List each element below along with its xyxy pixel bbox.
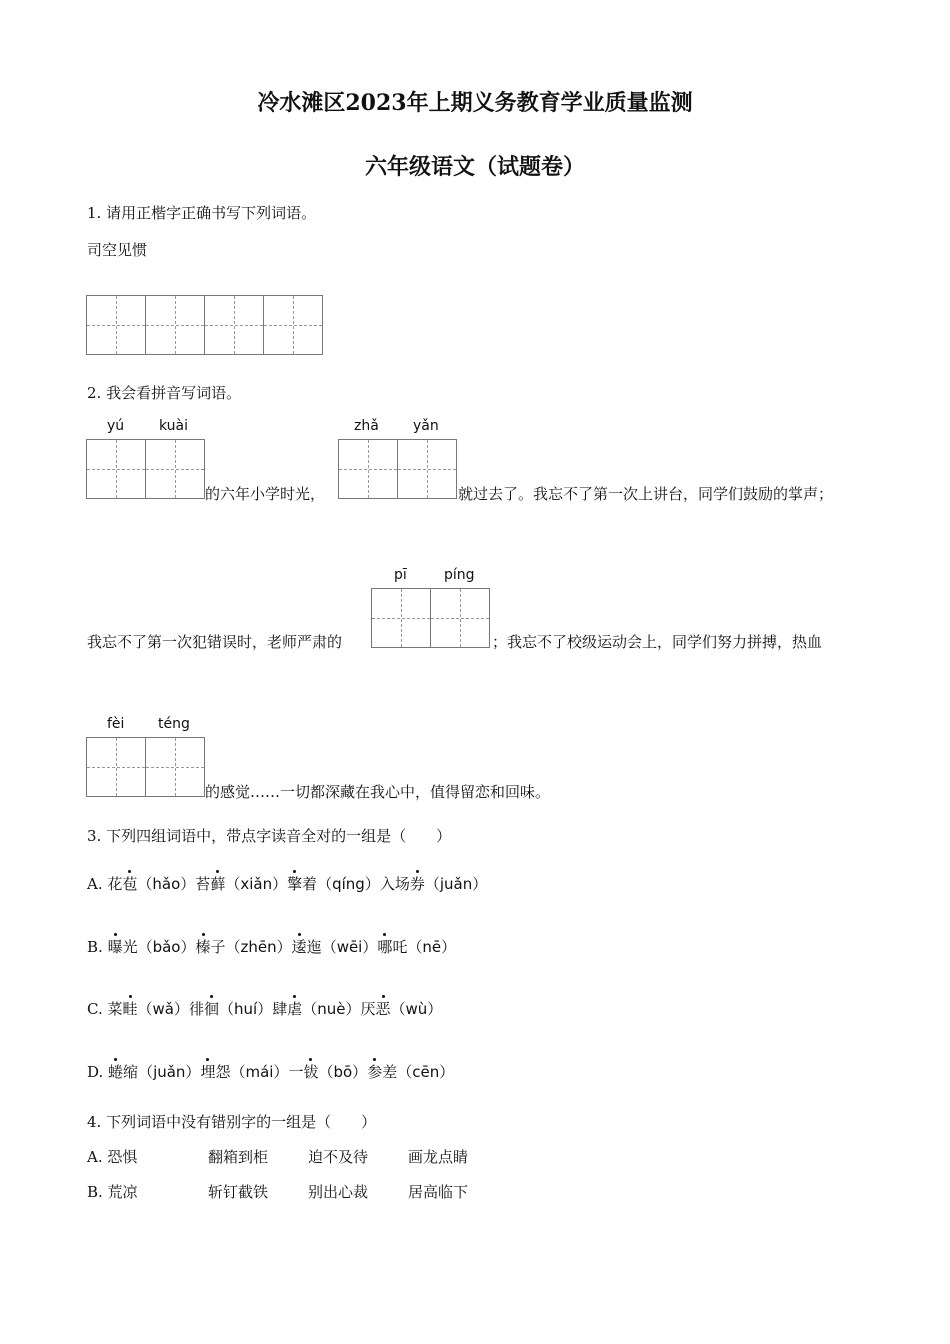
word-text: 着: [302, 875, 318, 893]
page-subtitle: 六年级语文（试题卷）: [364, 154, 585, 180]
dotted-char: 逶: [291, 938, 307, 956]
pinyin-fei-teng: [86, 716, 206, 736]
question-1-word: 司空见惯: [87, 241, 148, 259]
pinyin-text: （wēi）: [321, 938, 378, 956]
writing-cell[interactable]: [372, 589, 431, 647]
pinyin-text: （mái）: [230, 1063, 289, 1081]
option-text: 斩钉截铁: [208, 1183, 269, 1201]
dotted-char: 券: [409, 875, 425, 893]
word-text: 子: [210, 938, 226, 956]
pinyin-label: yú: [107, 418, 125, 434]
option-text: 迫不及待: [308, 1148, 369, 1166]
sentence-part: 我忘不了第一次犯错误时，老师严肃的: [87, 633, 343, 651]
dotted-char: 藓: [210, 875, 226, 893]
option-text: 翻箱到柜: [208, 1148, 269, 1166]
pinyin-yu-kuai: [86, 418, 206, 438]
q4-option-a[interactable]: [0, 1147, 950, 1167]
writing-cell[interactable]: [87, 440, 146, 498]
option-a[interactable]: [87, 874, 487, 894]
pinyin-label: kuài: [159, 418, 189, 434]
option-text: 画龙点睛: [408, 1148, 469, 1166]
pinyin-label: téng: [158, 716, 190, 732]
word-text: 苔: [195, 875, 211, 893]
pinyin-text: （zhēn）: [225, 938, 292, 956]
word-text: 迤: [306, 938, 322, 956]
word-text: 光: [122, 938, 138, 956]
pinyin-text: （bǎo）: [137, 938, 196, 956]
option-label: B.: [87, 938, 108, 956]
pinyin-text: （huí）: [219, 1000, 273, 1018]
dotted-char: 哪: [377, 938, 393, 956]
word-text: 入场: [379, 875, 410, 893]
pinyin-text: （cēn）: [397, 1063, 455, 1081]
writing-cell[interactable]: [398, 440, 457, 498]
option-c[interactable]: [87, 999, 442, 1019]
pinyin-pi-ping: [371, 567, 491, 587]
word-text: 差: [382, 1063, 398, 1081]
writing-cell[interactable]: [431, 589, 490, 647]
dotted-char: 曝: [107, 938, 123, 956]
option-label: A.: [87, 875, 108, 893]
sentence-part: 的六年小学时光，: [205, 485, 326, 503]
pinyin-zha-yan: [338, 418, 458, 438]
question-4-prompt: 4. 下列词语中没有错别字的一组是（ ）: [87, 1113, 377, 1131]
word-text: 肆: [272, 1000, 288, 1018]
word-text: 缩: [123, 1063, 139, 1081]
dotted-char: 恶: [375, 1000, 391, 1018]
writing-grid-yukuai[interactable]: [86, 439, 205, 499]
dotted-char: 擎: [287, 875, 303, 893]
dotted-char: 参: [367, 1063, 383, 1081]
writing-cell[interactable]: [146, 440, 205, 498]
option-b[interactable]: [87, 937, 456, 957]
dotted-char: 榛: [195, 938, 211, 956]
writing-cell[interactable]: [87, 738, 146, 796]
dotted-char: 蜷: [108, 1063, 124, 1081]
writing-cell[interactable]: [205, 296, 264, 354]
pinyin-label: yǎn: [413, 418, 439, 434]
pinyin-text: （nē）: [407, 938, 457, 956]
dotted-char: 钹: [303, 1063, 319, 1081]
writing-cell[interactable]: [87, 296, 146, 354]
question-3-prompt: 3. 下列四组词语中，带点字读音全对的一组是（ ）: [87, 827, 452, 845]
writing-grid-feiteng[interactable]: [86, 737, 205, 797]
pinyin-text: （xiǎn）: [225, 875, 288, 893]
sentence-part: 的感觉……一切都深藏在我心中，值得留恋和回味。: [205, 783, 551, 801]
option-text: 别出心裁: [308, 1183, 369, 1201]
dotted-char: 苞: [122, 875, 138, 893]
q4-option-b[interactable]: [0, 1182, 950, 1202]
word-text: 吒: [392, 938, 408, 956]
sentence-part: ；我忘不了校级运动会上，同学们努力拼搏，热血: [492, 633, 823, 651]
pinyin-text: （qíng）: [317, 875, 380, 893]
writing-cell[interactable]: [146, 296, 205, 354]
pinyin-text: （juǎn）: [138, 1063, 201, 1081]
word-text: 怨: [215, 1063, 231, 1081]
option-text: B. 荒凉: [87, 1183, 138, 1201]
question-2-prompt: 2. 我会看拼音写词语。: [87, 384, 242, 402]
writing-grid-q1[interactable]: [86, 295, 323, 355]
pinyin-text: （juǎn）: [424, 875, 488, 893]
pinyin-label: pī: [394, 567, 407, 583]
option-label: C.: [87, 1000, 108, 1018]
pinyin-text: （bō）: [318, 1063, 368, 1081]
pinyin-text: （nuè）: [302, 1000, 361, 1018]
option-label: D.: [87, 1063, 109, 1081]
sentence-part: 就过去了。我忘不了第一次上讲台，同学们鼓励的掌声；: [458, 485, 834, 503]
dotted-char: 畦: [122, 1000, 138, 1018]
dotted-char: 徊: [204, 1000, 220, 1018]
pinyin-text: （hǎo）: [137, 875, 196, 893]
writing-grid-zhayan[interactable]: [338, 439, 457, 499]
dotted-char: 埋: [200, 1063, 216, 1081]
pinyin-text: （wǎ）: [137, 1000, 189, 1018]
word-text: 徘: [188, 1000, 204, 1018]
option-d[interactable]: [87, 1062, 454, 1082]
writing-cell[interactable]: [146, 738, 205, 796]
question-1-prompt: 1. 请用正楷字正确书写下列词语。: [87, 204, 317, 222]
option-text: A. 恐惧: [87, 1148, 138, 1166]
pinyin-label: fèi: [107, 716, 125, 732]
word-text: 厌: [360, 1000, 376, 1018]
writing-cell[interactable]: [339, 440, 398, 498]
dotted-char: 虐: [287, 1000, 303, 1018]
pinyin-text: （wù）: [390, 1000, 443, 1018]
pinyin-label: píng: [444, 567, 475, 583]
word-text: 菜: [107, 1000, 123, 1018]
word-text: 一: [288, 1063, 304, 1081]
page-title: 冷水滩区2023年上期义务教育学业质量监测: [257, 90, 693, 116]
writing-cell[interactable]: [264, 296, 323, 354]
option-text: 居高临下: [408, 1183, 469, 1201]
word-text: 花: [107, 875, 123, 893]
pinyin-label: zhǎ: [354, 418, 379, 434]
writing-grid-piping[interactable]: [371, 588, 490, 648]
